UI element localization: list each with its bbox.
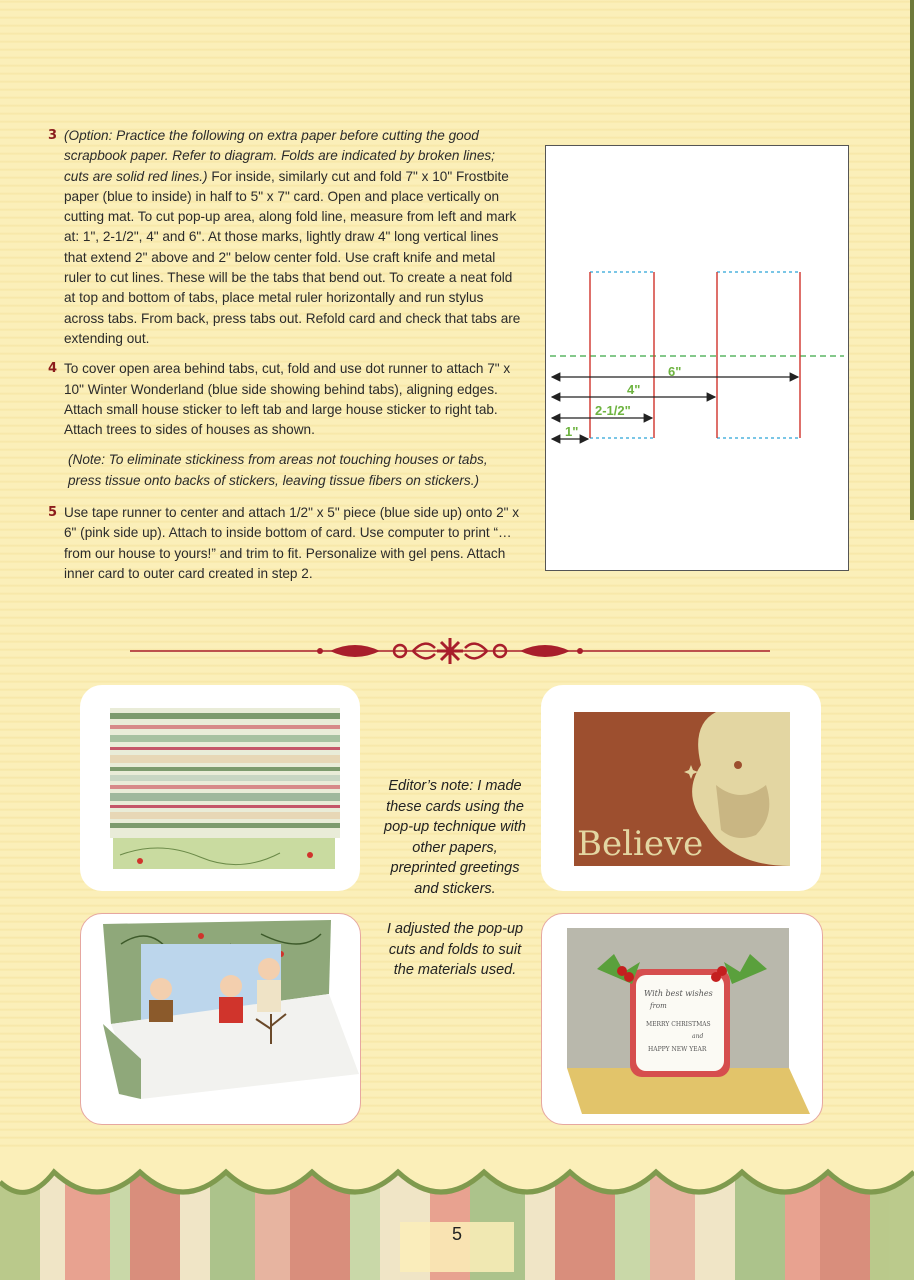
page-number: 5 <box>451 1224 462 1244</box>
scalloped-striped-footer <box>0 1152 914 1280</box>
ornamental-divider <box>130 636 770 666</box>
editor-note-line-2: I adjusted the pop-up cuts and folds to suit the materials used. <box>386 921 524 978</box>
step-5 <box>48 503 522 584</box>
step-3 <box>48 126 522 349</box>
page-edge-strip <box>910 0 914 520</box>
instruction-steps <box>48 126 522 594</box>
step-4 <box>48 359 522 440</box>
label-4-inch: 4" <box>627 382 641 397</box>
step-5-text: Use tape runner to center and attach 1/2" x 5" piece (blue side up) onto 2" x 6" (pink side up). Attach to inside bottom of card. Use computer to print “… from our house to yours!” and trim to fit. Personalize with gel pens. Attach inner card to outer card created in step 2. <box>64 505 520 581</box>
editor-note-line-1: Editor’s note: I made these cards using the pop-up technique with other papers, preprinted greetings and stickers. <box>384 778 526 897</box>
label-1-inch: 1" <box>565 424 579 439</box>
step-number: 4 <box>48 361 58 377</box>
step-3-option-text: (Option: Practice the following on extra paper before cutting the good scrapbook paper. Refer to diagram. Folds are indicated by broken lines; cuts are solid red lines.) <box>64 128 495 184</box>
step-4-text: To cover open area behind tabs, cut, fold and use dot runner to attach 7" x 10" Winter Wonderland (blue side showing behind tabs), aligning edges. Attach small house sticker to left tab and large house sticker to right tab. Attach trees to sides of houses as shown. <box>64 361 511 438</box>
popup-kids-image <box>81 914 360 1124</box>
step-number: 3 <box>48 128 58 143</box>
photo-striped-card <box>80 685 360 891</box>
editor-note <box>380 776 530 1001</box>
step-3-text: For inside, similarly cut and fold 7" x 10" Frostbite paper (blue to inside) in half to 5" x 7" card. Open and place vertically on cutting mat. To cut pop-up area, along fold line, measure from left and mark at: 1", 2-1/2", 4" and 6". At those marks, lightly draw 4" long vertical lines that extend 2" above and 2" below center fold. Use craft knife and metal ruler to cut lines. These will be the tabs that bend out. To create a neat fold at top and bottom of tabs, place metal ruler horizontally and run stylus across tabs. From back, press tabs out. Refold card and check that tabs are extending out. <box>64 168 521 346</box>
photo-santa-card <box>541 685 821 891</box>
santa-card-image <box>541 685 821 891</box>
greeting-line-5: HAPPY NEW YEAR <box>648 1046 707 1053</box>
sticker-note: (Note: To eliminate stickiness from areas not touching houses or tabs, press tissue onto backs of stickers, leaving tissue fibers on stickers.) <box>68 452 488 488</box>
striped-card-image <box>80 685 360 891</box>
holly-greeting-image <box>542 914 822 1124</box>
label-6-inch: 6" <box>668 364 682 379</box>
believe-text: Believe <box>577 824 704 864</box>
step-number: 5 <box>48 505 58 521</box>
photo-popup-kids-card <box>80 913 361 1125</box>
greeting-line-4: and <box>692 1033 704 1040</box>
greeting-line-3: MERRY CHRISTMAS <box>646 1021 711 1028</box>
label-2-1-2-inch: 2-1/2" <box>595 403 631 418</box>
popup-diagram <box>545 145 849 571</box>
greeting-line-2: from <box>650 1002 667 1010</box>
greeting-line-1: With best wishes <box>644 989 713 998</box>
photo-holly-greeting-card <box>541 913 823 1125</box>
diagram-svg <box>546 146 848 570</box>
